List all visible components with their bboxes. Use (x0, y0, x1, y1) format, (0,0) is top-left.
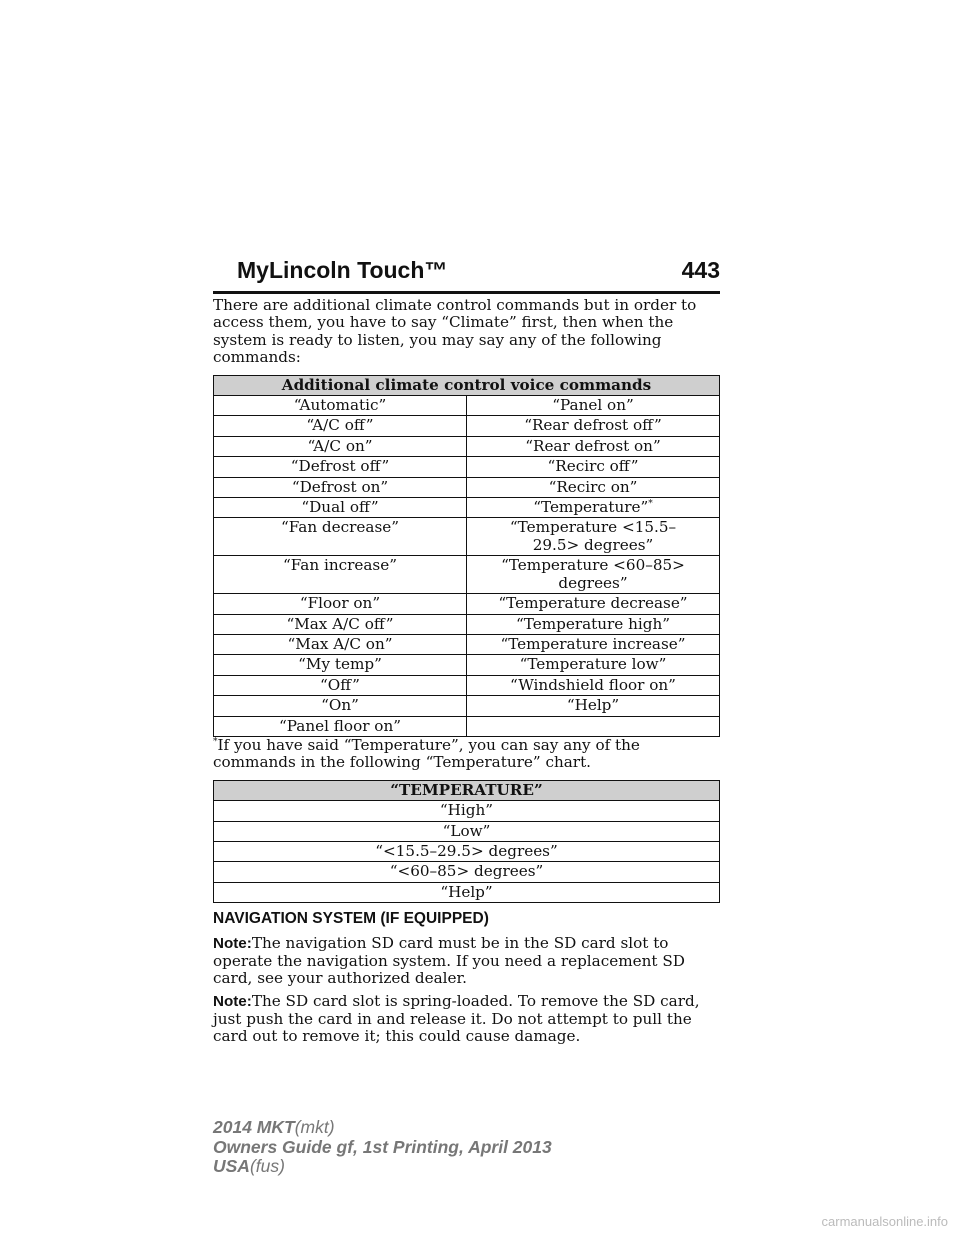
table-cell: “A/C off” (214, 416, 467, 436)
table-row (214, 634, 720, 654)
table-cell: “Panel on” (467, 396, 720, 416)
table-cell: “Off” (214, 675, 467, 695)
page-footer (213, 1118, 552, 1177)
page-content (213, 297, 720, 1046)
table-row (214, 518, 720, 556)
footnote-marker: * (648, 499, 653, 509)
table-row (214, 696, 720, 716)
footer-line-2 (213, 1138, 552, 1158)
table-row (214, 882, 720, 902)
table-row (214, 477, 720, 497)
table-row (214, 498, 720, 518)
page-header (213, 257, 720, 297)
table-row (214, 556, 720, 594)
table-row (214, 614, 720, 634)
table-row (214, 436, 720, 456)
table-row (214, 396, 720, 416)
table-cell: “Defrost on” (214, 477, 467, 497)
table-cell: “Defrost off” (214, 457, 467, 477)
table-row (214, 457, 720, 477)
chapter-title: MyLincoln Touch™ (237, 257, 448, 283)
table-row (214, 655, 720, 675)
footer-line-3 (213, 1157, 552, 1177)
table-cell: “Temperature high” (467, 614, 720, 634)
footer-printing: Owners Guide gf, 1st Printing, April 2013 (213, 1136, 552, 1157)
table-cell: “Fan decrease” (214, 518, 467, 556)
footer-market: USA (213, 1156, 250, 1176)
table-row (214, 841, 720, 861)
table-cell: “Dual off” (214, 498, 467, 518)
table-cell: “Max A/C on” (214, 634, 467, 654)
table-cell: “Floor on” (214, 594, 467, 614)
table-cell: “Windshield floor on” (467, 675, 720, 695)
section-heading: NAVIGATION SYSTEM (IF EQUIPPED) (213, 910, 489, 928)
intro-paragraph: There are additional climate control commands but in order to access them, you have to say “Climate” first, then when the system is ready to listen, you may say any of the following commands: (213, 296, 697, 367)
table-cell: “Temperature <60–85> degrees” (467, 556, 720, 594)
table-cell: “Recirc off” (467, 457, 720, 477)
table-cell (467, 716, 720, 736)
footnote-text: If you have said “Temperature”, you can say any of the commands in the following “Temperature” chart. (213, 735, 640, 772)
table-cell: “My temp” (214, 655, 467, 675)
header-rule (213, 291, 720, 294)
footer-model-code: (mkt) (294, 1117, 335, 1137)
footer-model: 2014 MKT (213, 1117, 295, 1137)
table-cell: “Max A/C off” (214, 614, 467, 634)
table-cell: “Temperature increase” (467, 634, 720, 654)
table-cell: “Temperature decrease” (467, 594, 720, 614)
table-cell: “Recirc on” (467, 477, 720, 497)
table-row (214, 594, 720, 614)
table-cell: “Automatic” (214, 396, 467, 416)
table-cell: “<60–85> degrees” (214, 862, 720, 882)
table-row (214, 416, 720, 436)
note-text: The navigation SD card must be in the SD card slot to operate the navigation system. If you need a replacement SD card, see your authorized dealer. (213, 934, 685, 987)
note-label: Note: (213, 993, 252, 1011)
note-paragraph (213, 935, 720, 987)
climate-commands-table (213, 375, 720, 737)
table-row (214, 675, 720, 695)
table-cell: “Rear defrost on” (467, 436, 720, 456)
table-cell: “Panel floor on” (214, 716, 467, 736)
table-heading: Additional climate control voice commands (214, 375, 720, 395)
table-row (214, 821, 720, 841)
table-cell: “On” (214, 696, 467, 716)
table-row (214, 862, 720, 882)
table-heading: “TEMPERATURE” (214, 780, 720, 800)
table-footnote (213, 737, 720, 772)
footer-line-1 (213, 1118, 552, 1138)
table-row (214, 801, 720, 821)
note-text: The SD card slot is spring-loaded. To remove the SD card, just push the card in and release it. Do not attempt to pull the card out to remove it; this could cause damage. (213, 992, 700, 1046)
note-label: Note: (213, 935, 252, 953)
table-cell: “<15.5–29.5> degrees” (214, 841, 720, 861)
page-number: 443 (681, 257, 720, 283)
footnote-marker: * (213, 736, 218, 747)
table-cell: “Fan increase” (214, 556, 467, 594)
watermark: carmanualsonline.info (821, 1214, 948, 1229)
note-paragraph (213, 993, 720, 1045)
table-cell: “Temperature low” (467, 655, 720, 675)
temperature-commands-table (213, 780, 720, 903)
table-cell: “Help” (467, 696, 720, 716)
table-cell: “Low” (214, 821, 720, 841)
table-cell: “Temperature <15.5–29.5> degrees” (467, 518, 720, 556)
cell-text: “Temperature” (533, 498, 649, 517)
table-cell: “A/C on” (214, 436, 467, 456)
table-cell (467, 498, 720, 518)
table-cell: “High” (214, 801, 720, 821)
table-cell: “Rear defrost off” (467, 416, 720, 436)
table-row (214, 716, 720, 736)
table-cell: “Help” (214, 882, 720, 902)
footer-market-code: (fus) (249, 1156, 285, 1176)
